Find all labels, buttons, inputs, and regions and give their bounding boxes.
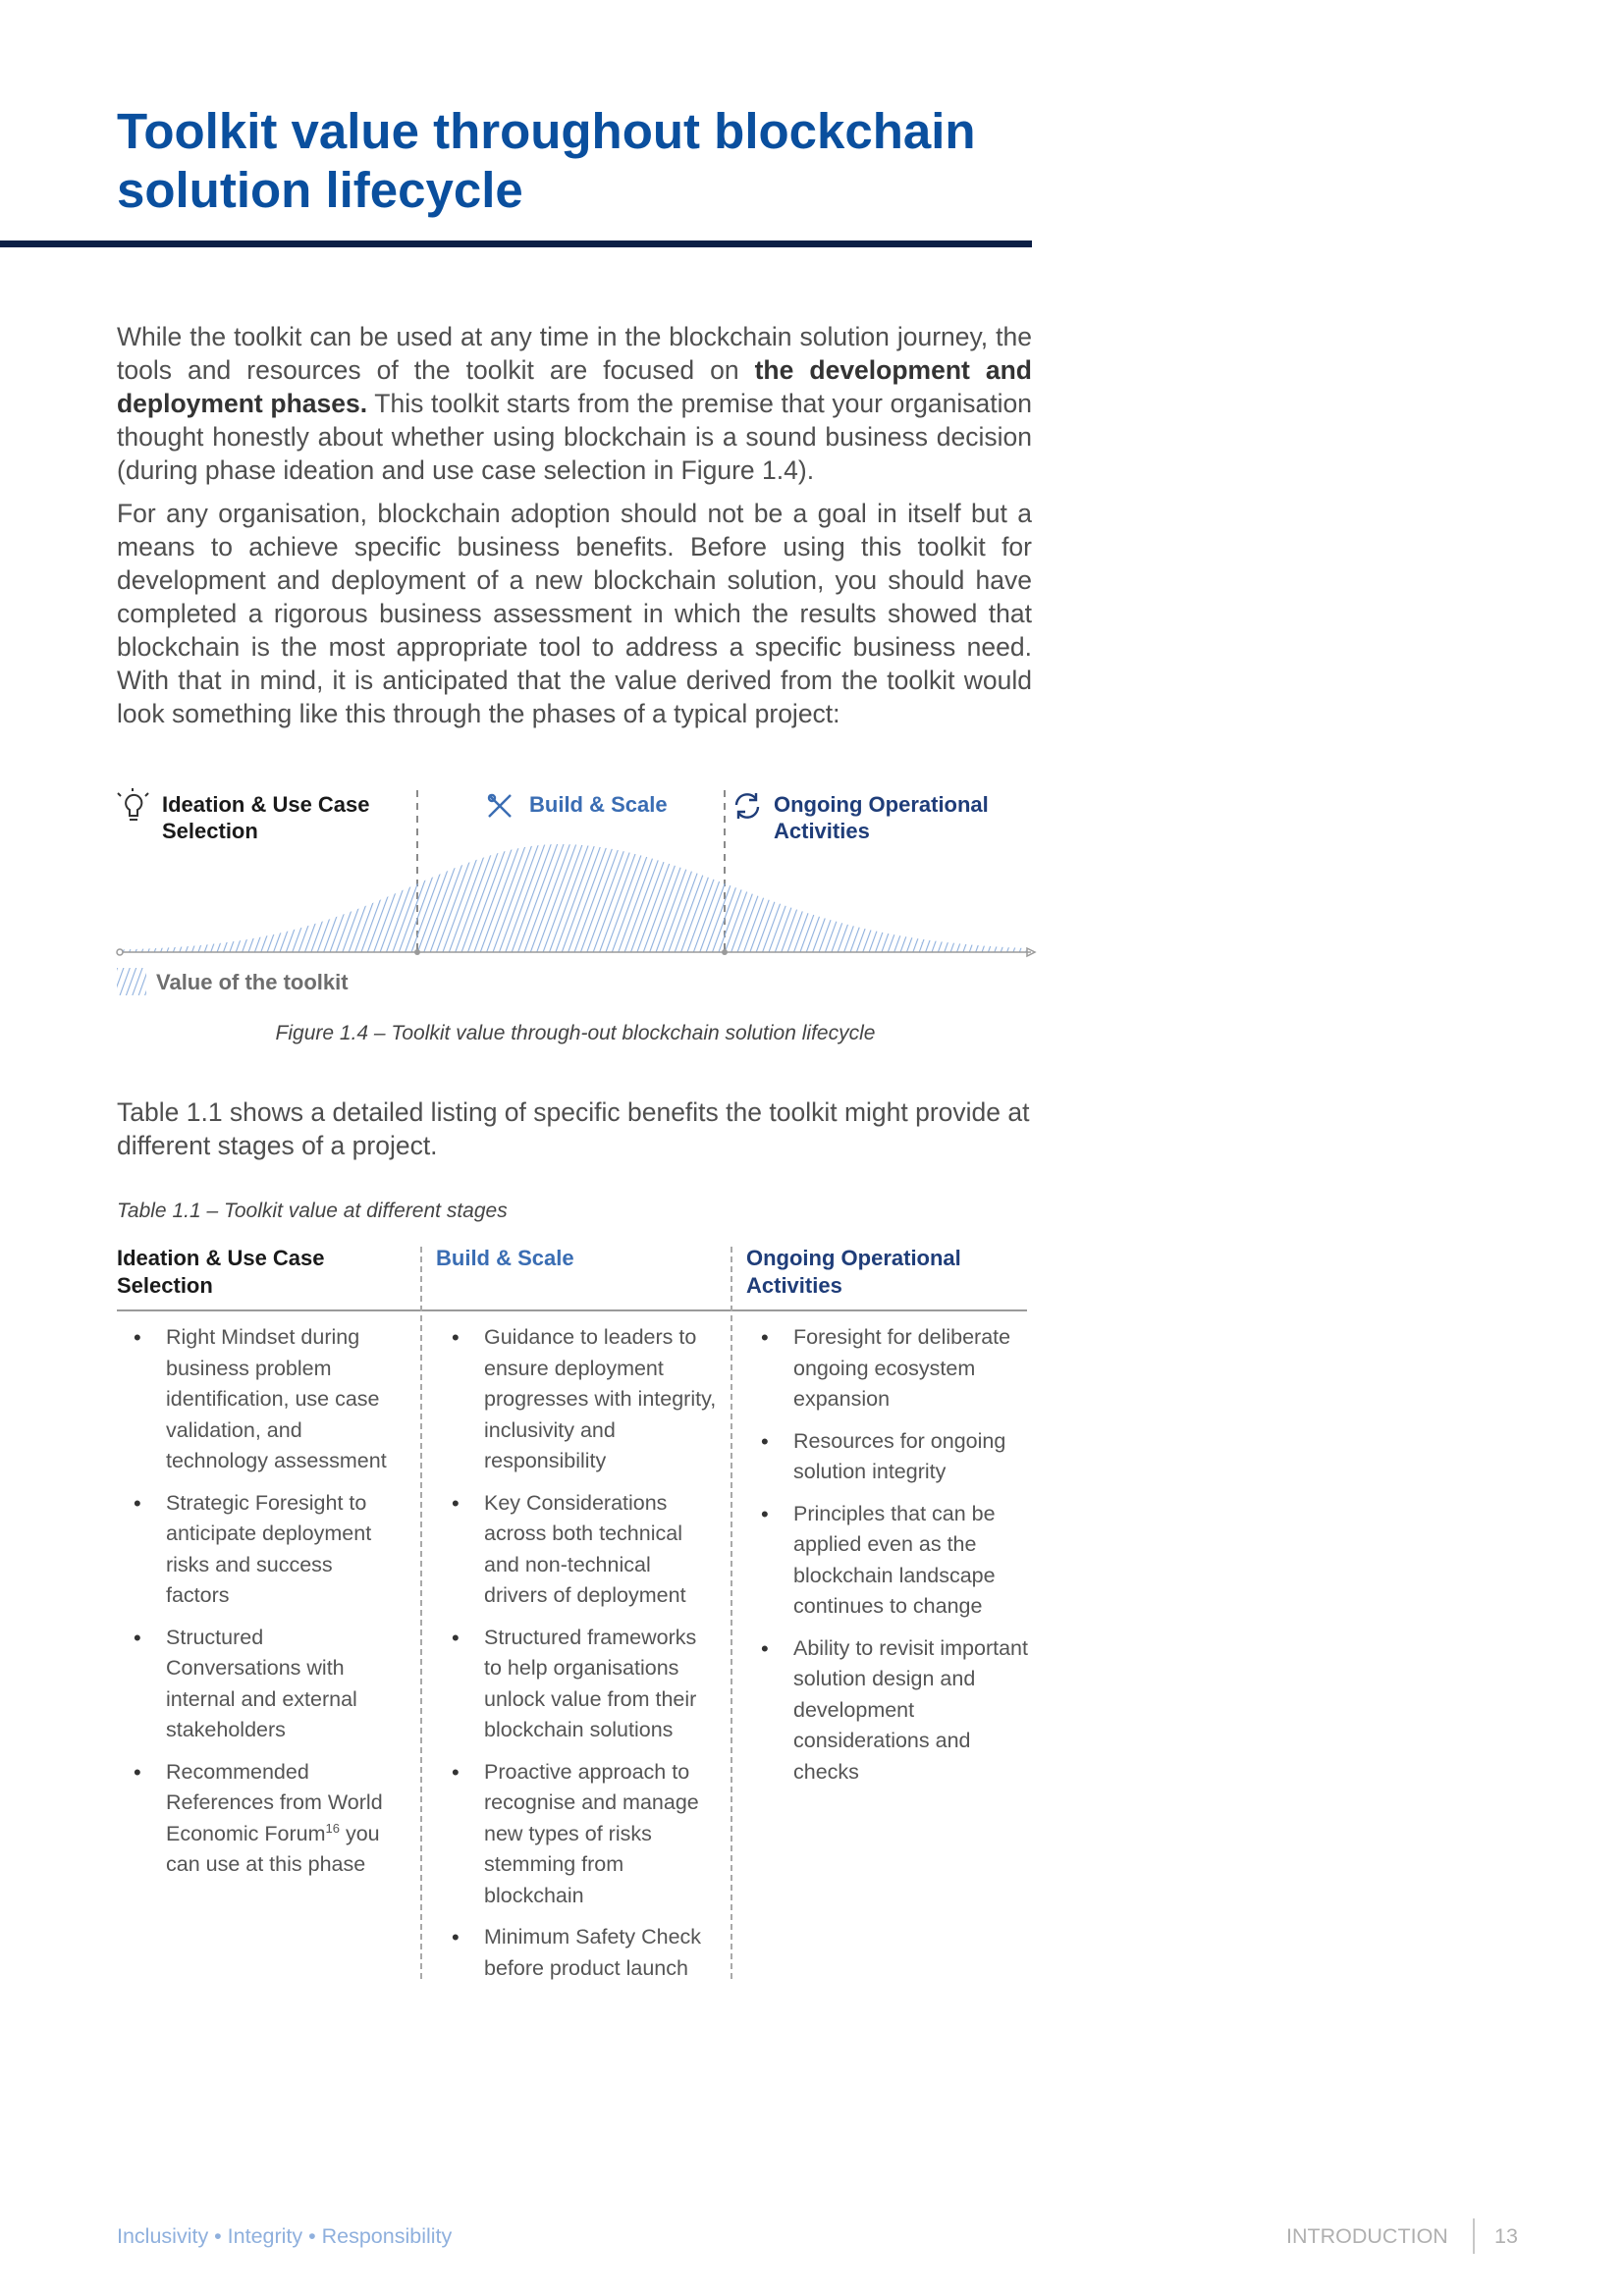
list-item-text: Recommended References from World Economic Forum <box>166 1759 383 1845</box>
table-column-ideation <box>117 1322 402 1892</box>
axis-marker-2 <box>722 949 728 955</box>
intro-p1-bold: the development and deployment phases. <box>117 355 1032 418</box>
list-item: • Guidance to leaders to ensure deployment progresses with integrity, inclusivity and responsibility <box>435 1322 720 1477</box>
list-item: • Minimum Safety Check before product launch <box>435 1922 720 1984</box>
value-curve <box>122 844 1027 952</box>
list-item: • Resources for ongoing solution integrity <box>744 1426 1039 1488</box>
table-header-ongoing-line1: Ongoing Operational <box>746 1246 961 1270</box>
footer-tagline: Inclusivity • Integrity • Responsibility <box>117 2224 453 2248</box>
phase-label-ideation-line2: Selection <box>162 819 258 843</box>
table-header-ongoing <box>746 1245 961 1300</box>
table-column-ongoing <box>744 1322 1039 1798</box>
phase-label-ongoing-line1: Ongoing Operational <box>774 792 989 817</box>
axis-start-marker <box>117 949 123 955</box>
list-item: • Right Mindset during business problem identification, use case validation, and technology assessment <box>117 1322 402 1477</box>
list-item: • Structured Conversations with internal and external stakeholders <box>117 1623 402 1746</box>
tools-icon <box>489 795 511 817</box>
table-divider-2 <box>731 1247 732 1979</box>
table-header-build: Build & Scale <box>436 1246 574 1270</box>
list-item: • Ability to revisit important solution design and development considerations and checks <box>744 1633 1039 1789</box>
table-caption: Table 1.1 – Toolkit value at different stages <box>117 1200 508 1222</box>
page-number: 13 <box>1494 2224 1518 2248</box>
cycle-icon <box>736 793 758 819</box>
phase-label-ongoing-line2: Activities <box>774 819 870 843</box>
list-item: • Proactive approach to recognise and manage new types of risks stemming from blockchain <box>435 1757 720 1912</box>
phase-label-ongoing <box>774 791 989 844</box>
phase-label-build: Build & Scale <box>529 792 668 817</box>
lightbulb-icon <box>118 788 148 820</box>
list-item: • Principles that can be applied even as the blockchain landscape continues to change <box>744 1499 1039 1623</box>
table-header-rule <box>117 1309 1027 1311</box>
title-rule <box>0 240 1032 247</box>
footnote-ref: 16 <box>325 1820 340 1836</box>
list-item: • Foresight for deliberate ongoing ecosystem expansion <box>744 1322 1039 1415</box>
intro-paragraph-1 <box>117 320 1032 487</box>
table-column-build <box>435 1322 720 1995</box>
footer-separator <box>1473 2218 1475 2254</box>
figure-caption: Figure 1.4 – Toolkit value through-out blockchain solution lifecycle <box>275 1022 876 1044</box>
intro-p1-text-a: While the toolkit can be used at any time in the blockchain solution journey, the tools and resources of the toolkit are focused on <box>117 322 1032 385</box>
list-item: • Strategic Foresight to anticipate deployment risks and success factors <box>117 1488 402 1612</box>
list-item: • Key Considerations across both technical and non-technical drivers of deployment <box>435 1488 720 1612</box>
footer-section: INTRODUCTION <box>1286 2224 1448 2248</box>
phase-label-ideation-line1: Ideation & Use Case <box>162 792 370 817</box>
table-divider-1 <box>420 1247 422 1979</box>
intro-p1-text-b: This toolkit starts from the premise that your organisation thought honestly about whether using blockchain is a sound business decision (during phase ideation and use case selection in Figure 1.4). <box>117 389 1033 485</box>
table-header-ideation <box>117 1245 325 1300</box>
table-header-ideation-line1: Ideation & Use Case <box>117 1246 325 1270</box>
axis-marker-1 <box>414 949 420 955</box>
legend-swatch <box>117 968 146 995</box>
list-item <box>117 1757 402 1881</box>
list-item: • Structured frameworks to help organisations unlock value from their blockchain solutions <box>435 1623 720 1746</box>
intro-paragraph-2: For any organisation, blockchain adoption should not be a goal in itself but a means to achieve specific business benefits. Before using this toolkit for development and deployment of a new blockchain solution, you should have completed a rigorous business assessment in which the results showed that blockchain is the most appropriate tool to address a specific business need. With that in mind, it is anticipated that the value derived from the toolkit would look something like this through the phases of a typical project: <box>117 499 1032 728</box>
table-header-ideation-line2: Selection <box>117 1273 213 1298</box>
list-item-text: you can use at this phase <box>166 1821 380 1876</box>
legend-label: Value of the toolkit <box>156 970 349 994</box>
intro-paragraph-3: Table 1.1 shows a detailed listing of specific benefits the toolkit might provide at different stages of a project. <box>117 1097 1030 1160</box>
phase-label-ideation <box>162 791 370 844</box>
table-header-ongoing-line2: Activities <box>746 1273 842 1298</box>
page-title: Toolkit value throughout blockchain solution lifecycle <box>117 103 976 218</box>
